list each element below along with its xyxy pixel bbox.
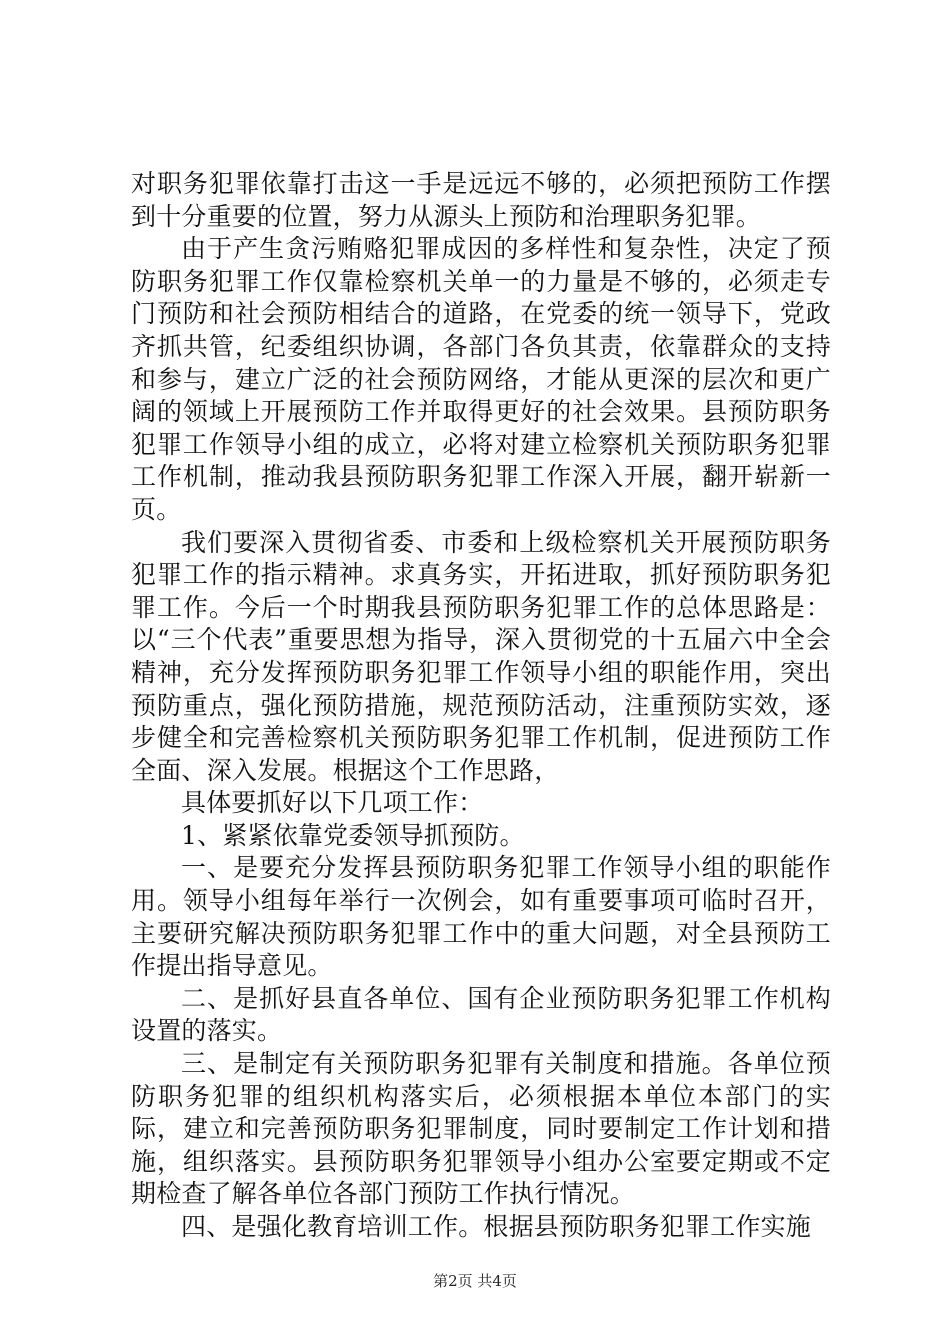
paragraph-7: 二、是抓好县直各单位、国有企业预防职务犯罪工作机构设置的落实。 bbox=[131, 983, 831, 1046]
paragraph-8: 三、是制定有关预防职务犯罪有关制度和措施。各单位预防职务犯罪的组织机构落实后，必须根据本单位本部门的实际，建立和完善预防职务犯罪制度，同时要制定工作计划和措施，组织落实。县预防职务犯罪领导小组办公室要定期或不定期检查了解各单位各部门预防工作执行情况。 bbox=[131, 1049, 831, 1209]
paragraph-4: 具体要抓好以下几项工作： bbox=[181, 788, 484, 818]
paragraph-9: 四、是强化教育培训工作。根据县预防职务犯罪工作实施 bbox=[181, 1212, 812, 1241]
paragraph-1: 对职务犯罪依靠打击这一手是远远不够的，必须把预防工作摆到十分重要的位置，努力从源头上预防和治理职务犯罪。 bbox=[131, 169, 831, 231]
page-number-footer: 第2页 共4页 bbox=[433, 1272, 517, 1290]
document-body bbox=[131, 168, 831, 1244]
paragraph-6: 一、是要充分发挥县预防职务犯罪工作领导小组的职能作用。领导小组每年举行一次例会，如有重要事项可临时召开，主要研究解决预防职务犯罪工作中的重大问题，对全县预防工作提出指导意见。 bbox=[131, 853, 831, 981]
paragraph-5: 1、紧紧依靠党委领导抓预防。 bbox=[181, 820, 525, 850]
paragraph-2: 由于产生贪污贿赂犯罪成因的多样性和复杂性，决定了预防职务犯罪工作仅靠检察机关单一的力量是不够的，必须走专门预防和社会预防相结合的道路，在党委的统一领导下，党政齐抓共管，纪委组织协调，各部门各负其责，依靠群众的支持和参与，建立广泛的社会预防网络，才能从更深的层次和更广阔的领域上开展预防工作并取得更好的社会效果。县预防职务犯罪工作领导小组的成立，必将对建立检察机关预防职务犯罪工作机制，推动我县预防职务犯罪工作深入开展，翻开崭新一页。 bbox=[131, 234, 831, 524]
paragraph-3: 我们要深入贯彻省委、市委和上级检察机关开展预防职务犯罪工作的指示精神。求真务实，开拓进取，抓好预防职务犯罪工作。今后一个时期我县预防职务犯罪工作的总体思路是：以“三个代表”重要思想为指导，深入贯彻党的十五届六中全会精神，充分发挥预防职务犯罪工作领导小组的职能作用，突出预防重点，强化预防措施，规范预防活动，注重预防实效，逐步健全和完善检察机关预防职务犯罪工作机制，促进预防工作全面、深入发展。根据这个工作思路， bbox=[131, 527, 831, 785]
